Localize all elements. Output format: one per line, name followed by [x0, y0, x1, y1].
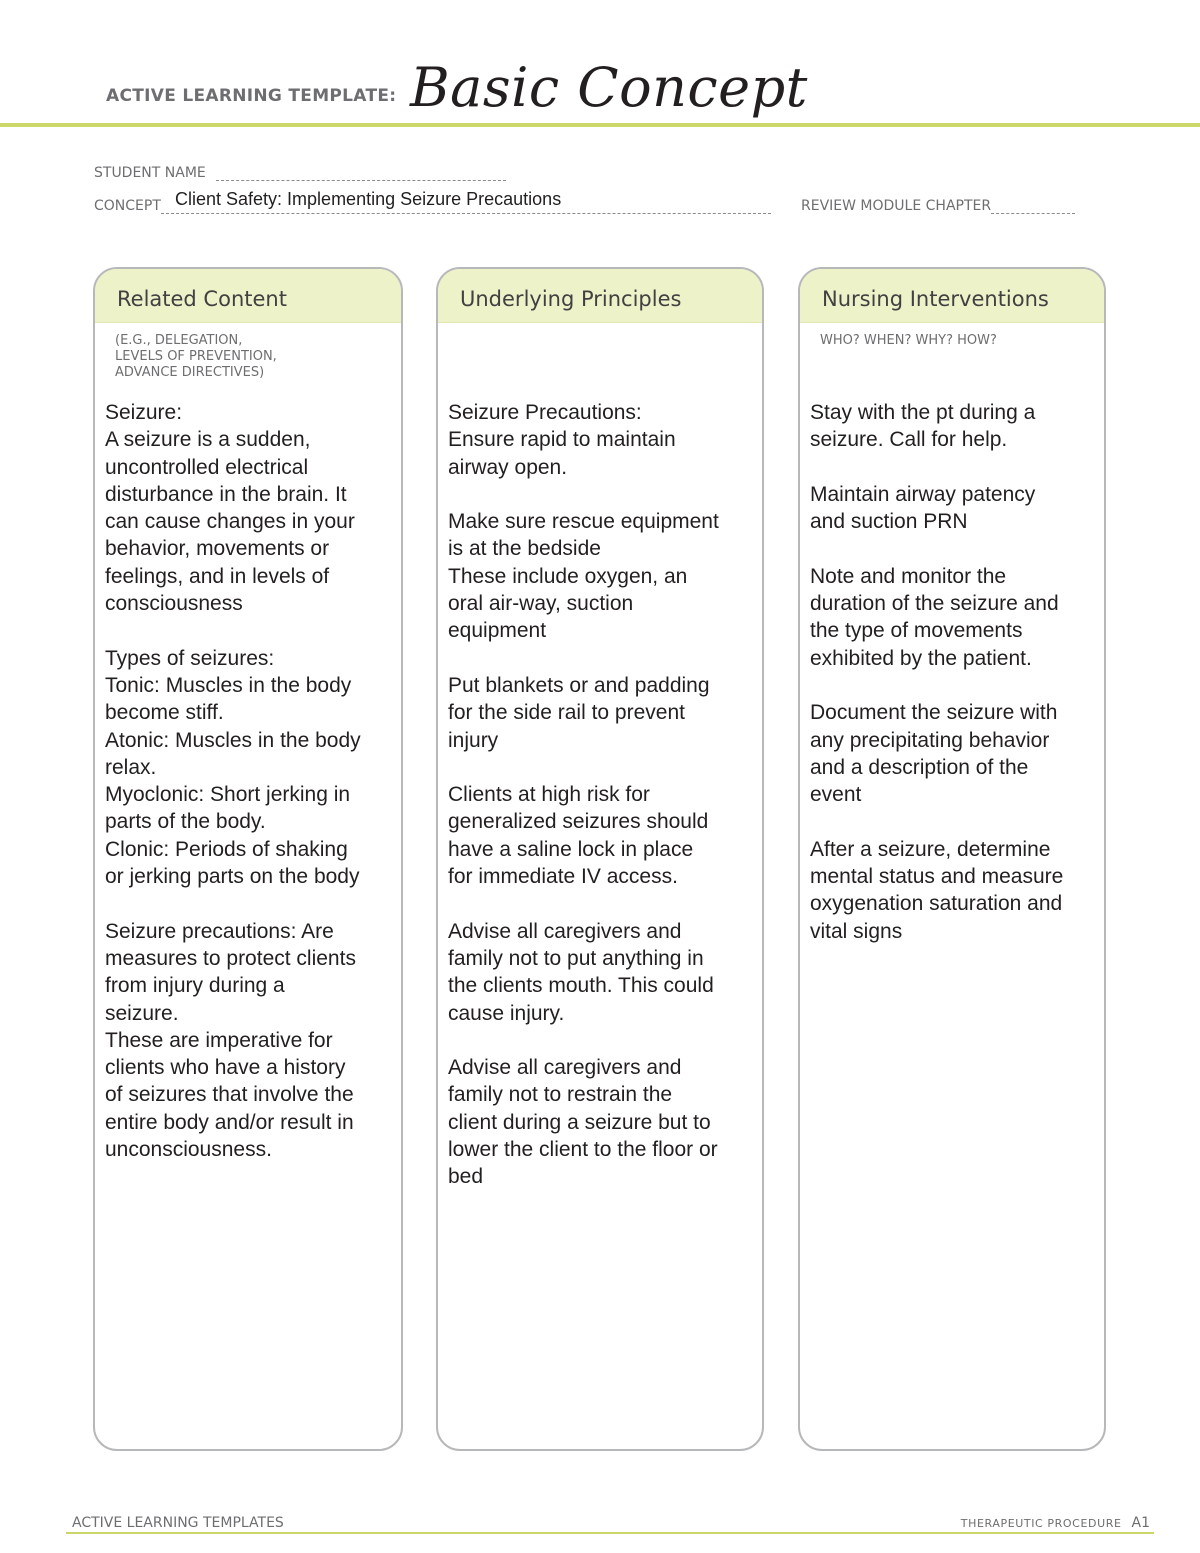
paragraph — [810, 699, 1096, 808]
text-line: duration of the seizure and — [810, 592, 1059, 616]
paragraph — [810, 399, 1096, 454]
paragraph — [448, 781, 754, 890]
template-label: ACTIVE LEARNING TEMPLATE: — [106, 86, 397, 106]
paragraph — [448, 672, 754, 754]
student-name-field[interactable] — [216, 180, 506, 181]
underlying-principles-body[interactable] — [448, 399, 754, 1191]
concept-field[interactable] — [161, 213, 771, 214]
text-line: Tonic: Muscles in the body — [105, 673, 352, 697]
nursing-interventions-card — [798, 267, 1106, 1451]
text-line: Maintain airway patency — [810, 482, 1036, 506]
subtitle-line: ADVANCE DIRECTIVES) — [115, 365, 265, 380]
text-line: A seizure is a sudden, — [105, 428, 311, 452]
underlying-principles-card — [436, 267, 764, 1451]
nursing-interventions-subtitle — [820, 333, 1104, 349]
text-line: oral air-way, suction — [448, 592, 634, 616]
text-line: disturbance in the brain. It — [105, 482, 347, 506]
paragraph — [105, 645, 393, 891]
review-module-label: REVIEW MODULE CHAPTER — [801, 198, 992, 214]
text-line: mental status and measure — [810, 865, 1064, 889]
paragraph — [810, 563, 1096, 672]
text-line: Document the seizure with — [810, 701, 1058, 725]
text-line: generalized seizures should — [448, 810, 709, 834]
text-line: have a saline lock in place — [448, 837, 694, 861]
text-line: behavior, movements or — [105, 537, 330, 561]
text-line: relax. — [105, 755, 157, 779]
text-line: clients who have a history — [105, 1056, 346, 1080]
text-line: can cause changes in your — [105, 510, 355, 534]
text-line: and a description of the — [810, 755, 1029, 779]
text-line: Atonic: Muscles in the body — [105, 728, 361, 752]
subtitle-line: LEVELS OF PREVENTION, — [115, 349, 277, 364]
text-line: seizure. Call for help. — [810, 428, 1008, 452]
review-module-row — [801, 198, 1075, 214]
student-name-label: STUDENT NAME — [94, 165, 206, 181]
text-line: After a seizure, determine — [810, 837, 1051, 861]
page-number: A1 — [1131, 1515, 1150, 1531]
text-line: Myoclonic: Short jerking in — [105, 783, 351, 807]
text-line: family not to put anything in — [448, 946, 704, 970]
footer-right — [961, 1515, 1150, 1531]
underlying-principles-header — [438, 269, 762, 323]
text-line: or jerking parts on the body — [105, 865, 360, 889]
text-line: lower the client to the floor or — [448, 1138, 718, 1162]
footer-left-label: ACTIVE LEARNING TEMPLATES — [72, 1515, 284, 1531]
text-line: equipment — [448, 619, 547, 643]
text-line: vital signs — [810, 919, 903, 943]
text-line: Types of seizures: — [105, 646, 275, 670]
text-line: client during a seizure but to — [448, 1110, 711, 1134]
footer-section-label: THERAPEUTIC PROCEDURE — [960, 1517, 1122, 1530]
concept-label: CONCEPT — [94, 198, 161, 214]
text-line: feelings, and in levels of — [105, 564, 330, 588]
text-line: Advise all caregivers and — [448, 1056, 682, 1080]
underlying-principles-title: Underlying Principles — [460, 287, 682, 311]
text-line: Make sure rescue equipment — [448, 510, 719, 534]
text-line: uncontrolled electrical — [105, 455, 309, 479]
paragraph — [448, 508, 754, 644]
text-line: family not to restrain the — [448, 1083, 673, 1107]
related-content-body[interactable] — [105, 399, 393, 1163]
nursing-interventions-header — [800, 269, 1104, 323]
paragraph — [448, 1054, 754, 1190]
text-line: Seizure: — [105, 401, 183, 424]
nursing-interventions-title: Nursing Interventions — [822, 287, 1049, 311]
text-line: entire body and/or result in — [105, 1110, 354, 1134]
related-content-subtitle — [115, 333, 401, 381]
text-line: injury — [448, 728, 499, 752]
subtitle-line: WHO? WHEN? WHY? HOW? — [820, 333, 997, 348]
footer-divider — [66, 1532, 1154, 1534]
text-line: seizure. — [105, 1001, 179, 1025]
paragraph — [810, 481, 1096, 536]
related-content-header — [95, 269, 401, 323]
text-line: measures to protect clients — [105, 946, 356, 970]
text-line: of seizures that involve the — [105, 1083, 354, 1107]
paragraph — [448, 918, 754, 1027]
text-line: unconsciousness. — [105, 1138, 272, 1162]
page-title: Basic Concept — [410, 56, 808, 119]
text-line: airway open. — [448, 455, 568, 479]
related-content-card — [93, 267, 403, 1451]
text-line: Note and monitor the — [810, 564, 1007, 588]
text-line: Clients at high risk for — [448, 783, 650, 807]
text-line: Seizure precautions: Are — [105, 919, 334, 943]
text-line: and suction PRN — [810, 510, 968, 534]
text-line: the type of movements — [810, 619, 1023, 643]
related-content-title: Related Content — [117, 287, 287, 311]
header-divider — [0, 123, 1200, 127]
text-line: for immediate IV access. — [448, 865, 678, 889]
paragraph — [105, 399, 393, 617]
text-line: Put blankets or and padding — [448, 673, 710, 697]
text-line: Advise all caregivers and — [448, 919, 682, 943]
text-line: for the side rail to prevent — [448, 701, 685, 725]
text-line: is at the bedside — [448, 537, 601, 561]
text-line: event — [810, 783, 862, 807]
subtitle-line: (E.G., DELEGATION, — [115, 333, 243, 348]
paragraph — [448, 399, 754, 481]
paragraph — [105, 918, 393, 1164]
text-line: These are imperative for — [105, 1028, 333, 1052]
text-line: exhibited by the patient. — [810, 646, 1032, 670]
concept-value: Client Safety: Implementing Seizure Precautions — [175, 189, 562, 209]
text-line: These include oxygen, an — [448, 564, 688, 588]
paragraph — [810, 836, 1096, 945]
text-line: Clonic: Periods of shaking — [105, 837, 348, 861]
text-line: bed — [448, 1165, 484, 1189]
text-line: cause injury. — [448, 1001, 565, 1025]
text-line: any precipitating behavior — [810, 728, 1050, 752]
text-line: from injury during a — [105, 974, 285, 998]
text-line: Seizure Precautions: — [448, 401, 642, 424]
student-name-row — [94, 165, 506, 181]
text-line: oxygenation saturation and — [810, 892, 1063, 916]
text-line: Ensure rapid to maintain — [448, 428, 676, 452]
text-line: Stay with the pt during a — [810, 401, 1036, 424]
text-line: consciousness — [105, 592, 243, 616]
text-line: become stiff. — [105, 701, 224, 725]
text-line: the clients mouth. This could — [448, 974, 714, 998]
text-line: parts of the body. — [105, 810, 266, 834]
nursing-interventions-body[interactable] — [810, 399, 1096, 945]
review-module-field[interactable] — [991, 213, 1075, 214]
